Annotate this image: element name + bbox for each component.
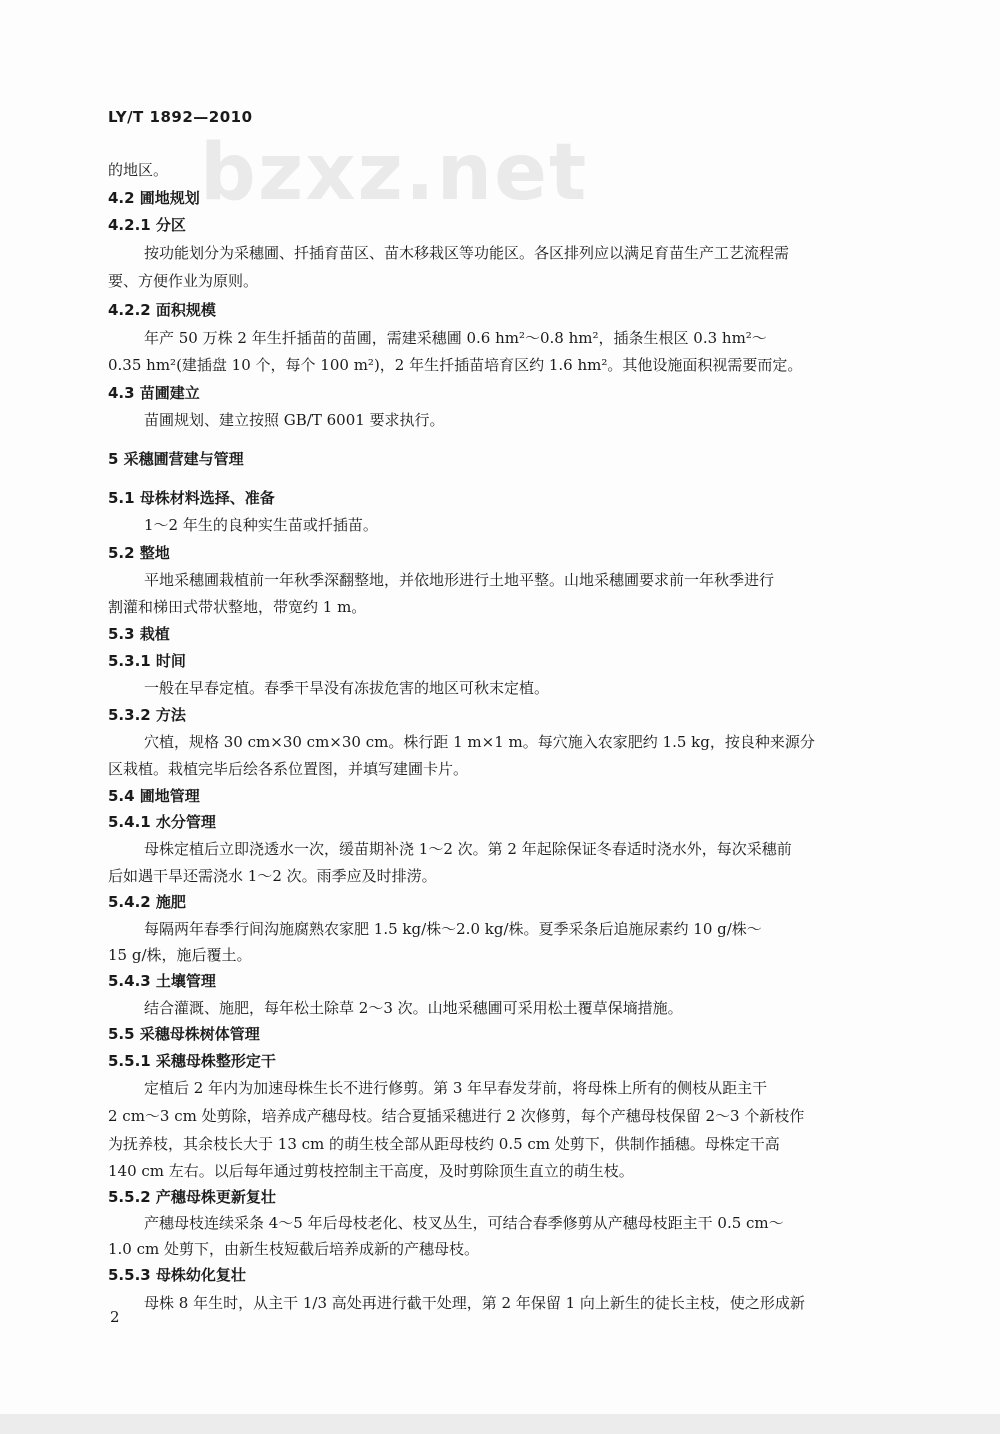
body-text-line: 母株 8 年生时，从主干 1/3 高处再进行截干处理，第 2 年保留 1 向上新生的徒长主枝，使之形成新 (144, 1294, 805, 1312)
section-heading: 4.2.1 分区 (108, 216, 186, 234)
section-heading: 5.5.1 采穗母株整形定干 (108, 1052, 276, 1070)
standard-code: LY/T 1892—2010 (108, 108, 253, 126)
section-heading: 5.5.2 产穗母株更新复壮 (108, 1188, 276, 1206)
body-text-line: 为抚养枝，其余枝长大于 13 cm 的萌生枝全部从距母枝约 0.5 cm 处剪下，供制作插穗。母株定干高 (108, 1135, 780, 1153)
section-heading: 5.2 整地 (108, 544, 170, 562)
section-heading: 5.5 采穗母株树体管理 (108, 1025, 260, 1043)
body-text-line: 年产 50 万株 2 年生扦插苗的苗圃，需建采穗圃 0.6 hm²～0.8 hm²，插条生根区 0.3 hm²～ (144, 329, 767, 347)
body-text-line: 每隔两年春季行间沟施腐熟农家肥 1.5 kg/株～2.0 kg/株。夏季采条后追施尿素约 10 g/株～ (144, 920, 762, 938)
section-heading: 5.3 栽植 (108, 625, 170, 643)
body-text-line: 母株定植后立即浇透水一次，缓苗期补浇 1～2 次。第 2 年起除保证冬春适时浇水外，每次采穗前 (144, 840, 792, 858)
body-text-line: 140 cm 左右。以后每年通过剪枝控制主干高度，及时剪除顶生直立的萌生枝。 (108, 1162, 634, 1180)
body-text-line: 产穗母枝连续采条 4～5 年后母枝老化、枝叉丛生，可结合春季修剪从产穗母枝距主干 0.5 cm～ (144, 1214, 784, 1232)
body-text-line: 苗圃规划、建立按照 GB/T 6001 要求执行。 (144, 411, 445, 429)
section-heading: 4.2 圃地规划 (108, 189, 200, 207)
section-heading: 5 采穗圃营建与管理 (108, 450, 244, 468)
watermark: bzxz.net (200, 128, 589, 218)
body-text-line: 穴植，规格 30 cm×30 cm×30 cm。株行距 1 m×1 m。每穴施入农家肥约 1.5 kg，按良种来源分 (144, 733, 815, 751)
body-text-line: 割灌和梯田式带状整地，带宽约 1 m。 (108, 598, 367, 616)
body-text-line: 后如遇干旱还需浇水 1～2 次。雨季应及时排涝。 (108, 867, 437, 885)
body-text-line: 结合灌溉、施肥，每年松土除草 2～3 次。山地采穗圃可采用松土覆草保墒措施。 (144, 999, 683, 1017)
body-text-line: 定植后 2 年内为加速母株生长不进行修剪。第 3 年早春发芽前，将母株上所有的侧枝从距主干 (144, 1079, 768, 1097)
section-heading: 4.3 苗圃建立 (108, 384, 200, 402)
section-heading: 4.2.2 面积规模 (108, 301, 216, 319)
section-heading: 5.5.3 母株幼化复壮 (108, 1266, 246, 1284)
body-text-line: 区栽植。栽植完毕后绘各系位置图，并填写建圃卡片。 (108, 760, 469, 778)
section-heading: 5.3.1 时间 (108, 652, 186, 670)
body-text-line: 平地采穗圃栽植前一年秋季深翻整地，并依地形进行土地平整。山地采穗圃要求前一年秋季进行 (144, 571, 775, 589)
section-heading: 5.3.2 方法 (108, 706, 186, 724)
viewer-bottom-bar (0, 1414, 1000, 1434)
section-heading: 5.1 母株材料选择、准备 (108, 489, 275, 507)
body-text-line: 要、方便作业为原则。 (108, 272, 259, 290)
body-text-line: 2 cm～3 cm 处剪除，培养成产穗母枝。结合夏插采穗进行 2 次修剪，每个产穗母枝保留 2～3 个新枝作 (108, 1107, 805, 1125)
section-heading: 5.4 圃地管理 (108, 787, 200, 805)
section-heading: 5.4.2 施肥 (108, 893, 186, 911)
section-heading: 5.4.3 土壤管理 (108, 972, 216, 990)
body-text-line: 0.35 hm²(建插盘 10 个，每个 100 m²)，2 年生扦插苗培育区约 1.6 hm²。其他设施面积视需要而定。 (108, 356, 803, 374)
body-text-line: 的地区。 (108, 161, 169, 179)
body-text-line: 1.0 cm 处剪下，由新生枝短截后培养成新的产穗母枝。 (108, 1240, 480, 1258)
page-number: 2 (110, 1308, 120, 1326)
section-heading: 5.4.1 水分管理 (108, 813, 216, 831)
body-text-line: 按功能划分为采穗圃、扦插育苗区、苗木移栽区等功能区。各区排列应以满足育苗生产工艺流程需 (144, 244, 790, 262)
body-text-line: 15 g/株，施后覆土。 (108, 946, 252, 964)
body-text-line: 一般在早春定植。春季干旱没有冻拔危害的地区可秋末定植。 (144, 679, 550, 697)
body-text-line: 1～2 年生的良种实生苗或扦插苗。 (144, 516, 378, 534)
